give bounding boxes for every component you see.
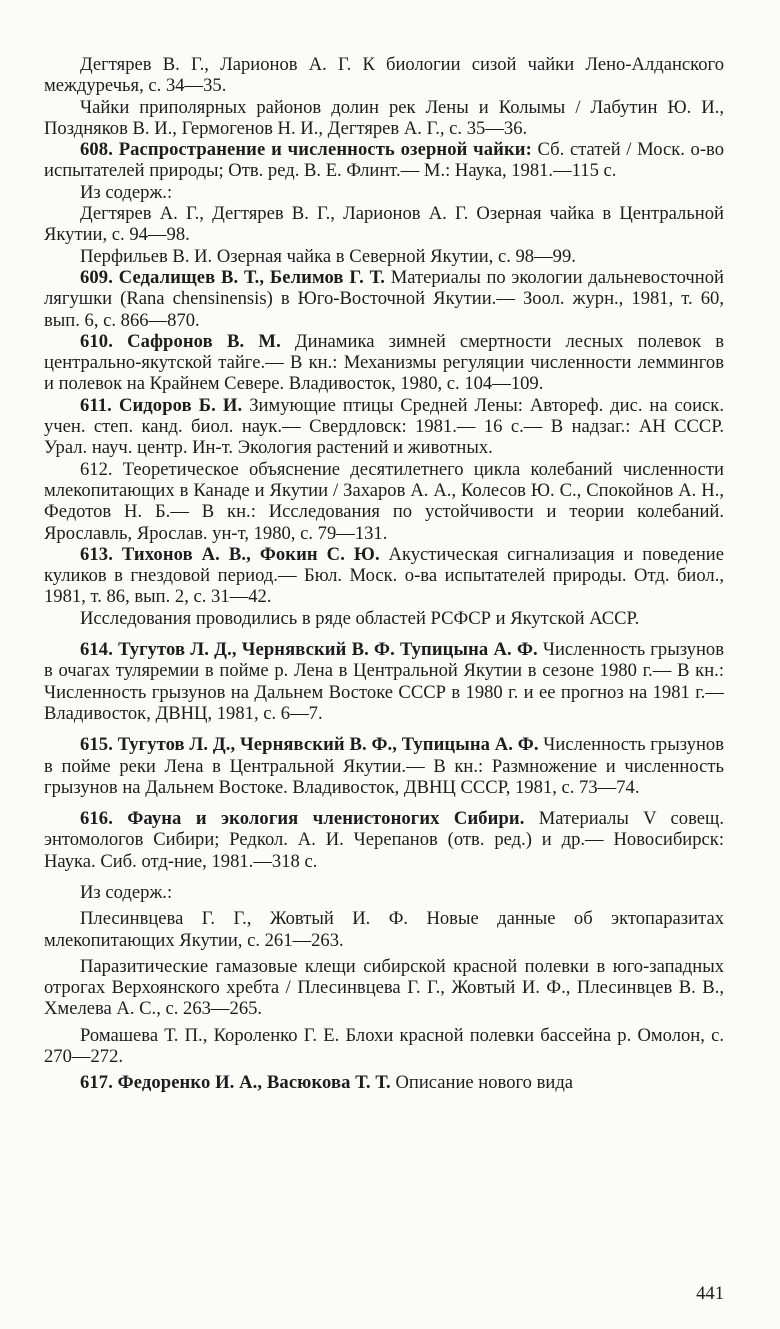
entry-author: 616. Фауна и экология членистоногих Сибири. <box>80 808 525 830</box>
bibliography-entry <box>44 54 724 97</box>
spacer <box>44 872 724 882</box>
entry-text: Чайки приполярных районов долин рек Лены и Колымы / Лабутин Ю. И., Поздняков В. И., Гермогенов Н. И., Дегтярев А. Г., с. 35—36. <box>44 96 724 139</box>
page-number: 441 <box>696 1283 724 1304</box>
entry-author: 613. Тихонов А. В., Фокин С. Ю. <box>80 543 380 565</box>
entry-author: 614. Тугутов Л. Д., Чернявский В. Ф. Тупицына А. Ф. <box>80 639 538 661</box>
bibliography-subentry <box>44 956 724 1020</box>
entry-text: Дегтярев А. Г., Дегтярев В. Г., Ларионов А. Г. Озерная чайка в Центральной Якутии, с. 94—98. <box>44 203 724 246</box>
bibliography-entry <box>44 734 724 798</box>
entry-text: Материалы V совещ. энтомологов Сибири; Редкол. А. И. Черепанов (отв. ред.) и др.— Новосибирск: Наука. Сиб. отд-ние, 1981.—318 с. <box>44 808 724 872</box>
entry-note <box>44 608 724 629</box>
bibliography-entry <box>44 331 724 395</box>
entry-author: 615. Тугутов Л. Д., Чернявский В. Ф., Тупицына А. Ф. <box>80 734 539 756</box>
entry-text: Плесинвцева Г. Г., Жовтый И. Ф. Новые данные об эктопаразитах млекопитающих Якутии, с. 261—263. <box>44 908 724 951</box>
bibliography-entry <box>44 459 724 544</box>
bibliography-subentry <box>44 908 724 951</box>
entry-text: Зимующие птицы Средней Лены: Автореф. дис. на соиск. учен. степ. канд. биол. наук.— Свердловск: 1981.— 16 с.— В надзаг.: АН СССР. Урал. науч. центр. Ин-т. Экология растений и животных. <box>44 394 724 459</box>
entry-text: 612. Теоретическое объяснение десятилетнего цикла колебаний численности млекопитающих в Канаде и Якутии / Захаров А. А., Колесов Ю. С., Спокойнов А. Н., Федотов Н. Б.— В кн.: Исследования по устойчивости и теории колебаний. Ярославль, Ярослав. ун-т, 1980, с. 79—131. <box>44 458 724 544</box>
entry-text: Из содерж.: <box>80 881 173 903</box>
entry-text: Численность грызунов в пойме реки Лена в Центральной Якутии.— В кн.: Размножение и численность грызунов на Дальнем Востоке. Владивосток, ДВНЦ СССР, 1981, с. 73—74. <box>44 734 724 798</box>
spacer <box>44 629 724 639</box>
bibliography-entry <box>44 139 724 182</box>
entry-text: Численность грызунов в очагах туляремии в пойме р. Лена в Центральной Якутии в сезоне 1980 г.— В кн.: Численность грызунов на Дальнем Востоке СССР в 1980 г. и ее прогноз на 1981 г.— Владивосток, ДВНЦ, 1981, с. 6—7. <box>44 639 724 724</box>
contents-label <box>44 882 724 903</box>
bibliography-entry <box>44 97 724 140</box>
bibliography-subentry <box>44 1025 724 1068</box>
entry-text: Акустическая сигнализация и поведение куликов в гнездовой период.— Бюл. Моск. о-ва испытателей природы. Отд. биол., 1981, т. 86, вып. 2, с. 31—42. <box>44 543 725 608</box>
entry-text: Из содерж.: <box>80 181 173 203</box>
bibliography-entry <box>44 1072 724 1093</box>
document-page <box>44 54 724 1094</box>
entry-author: 610. Сафронов В. М. <box>80 330 281 352</box>
spacer <box>44 798 724 808</box>
entry-author: 611. Сидоров Б. И. <box>80 394 243 416</box>
contents-label <box>44 182 724 203</box>
entry-text: Дегтярев В. Г., Ларионов А. Г. К биологии сизой чайки Лено-Алданского междуречья, с. 34—35. <box>44 54 724 97</box>
entry-text: Описание нового вида <box>390 1072 574 1094</box>
entry-text: Исследования проводились в ряде областей РСФСР и Якутской АССР. <box>80 607 640 629</box>
bibliography-entry <box>44 639 724 724</box>
entry-text: Перфильев В. И. Озерная чайка в Северной Якутии, с. 98—99. <box>80 245 576 267</box>
bibliography-entry <box>44 395 724 459</box>
entry-author: 608. Распространение и численность озерной чайки: <box>80 139 532 161</box>
spacer <box>44 724 724 734</box>
entry-author: 617. Федоренко И. А., Васюкова Т. Т. <box>80 1072 391 1094</box>
entry-text: Паразитические гамазовые клещи сибирской красной полевки в юго-западных отрогах Верхоянского хребта / Плесинвцева Г. Г., Жовтый И. Ф., Плесинвцев В. В., Хмелева А. С., с. 263—265. <box>44 955 724 1020</box>
bibliography-entry <box>44 808 724 872</box>
entry-author: 609. Седалищев В. Т., Белимов Г. Т. <box>80 266 386 288</box>
entry-text: Сб. статей / Моск. о-во испытателей природы; Отв. ред. В. Е. Флинт.— М.: Наука, 1981.—115 с. <box>44 139 724 182</box>
bibliography-entry <box>44 267 724 331</box>
bibliography-entry <box>44 544 724 608</box>
entry-text: Динамика зимней смертности лесных полевок в центрально-якутской тайге.— В кн.: Механизмы регуляции численности леммингов и полевок на Крайнем Севере. Владивосток, 1980, с. 104—109. <box>44 330 724 395</box>
entry-text: Ромашева Т. П., Короленко Г. Е. Блохи красной полевки бассейна р. Омолон, с. 270—272. <box>44 1024 724 1068</box>
bibliography-subentry <box>44 203 724 246</box>
entry-text: Материалы по экологии дальневосточной лягушки (Rana chensinensis) в Юго-Восточной Якутии.— Зоол. журн., 1981, т. 60, вып. 6, с. 866—870. <box>44 266 724 331</box>
bibliography-subentry <box>44 246 724 267</box>
